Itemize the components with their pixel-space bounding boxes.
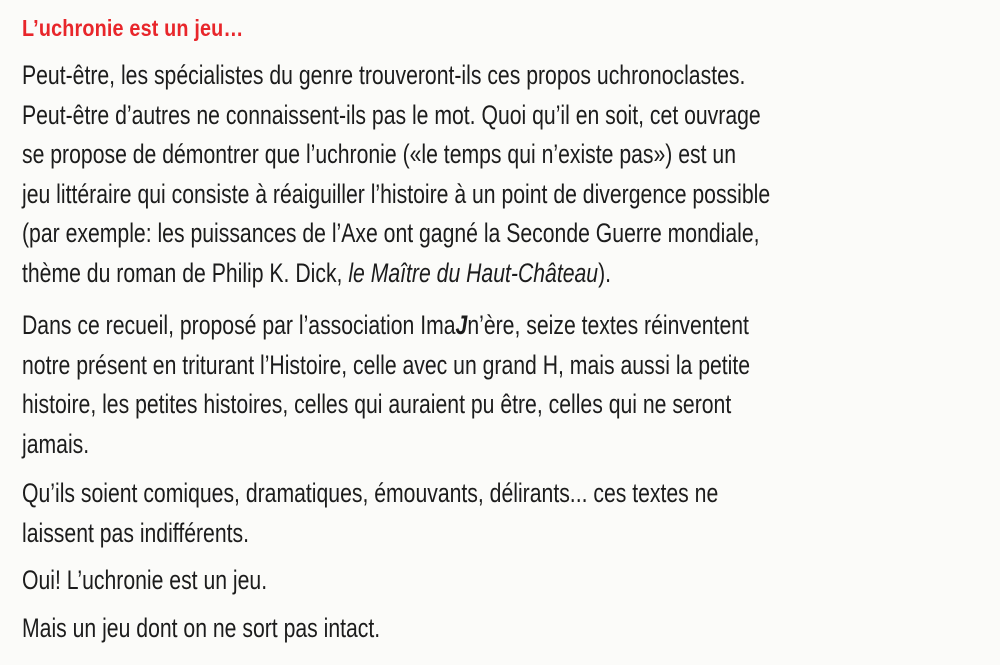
text-segment: Dans ce recueil, proposé par l’association Ima (22, 310, 456, 340)
text-line (22, 254, 770, 294)
heading: L’uchronie est un jeu… (22, 15, 244, 41)
text-segment: n’ère, seize textes réinventent (467, 310, 749, 340)
paragraph-affirmation (22, 561, 267, 601)
text-line: Mais un jeu dont on ne sort pas intact. (22, 613, 381, 643)
text-line (22, 306, 750, 346)
text-line: Qu’ils soient comiques, dramatiques, émouvants, délirants... ces textes ne (22, 478, 719, 508)
text-line: laissent pas indifférents. (22, 517, 249, 548)
text-segment: thème du roman de Philip K. Dick, (22, 257, 349, 288)
text-line: notre présent en triturant l’Histoire, celle avec un grand H, mais aussi la petite (22, 349, 751, 380)
paragraph-intro (22, 56, 770, 293)
text-line: histoire, les petites histoires, celles qui auraient pu être, celles qui ne seront (22, 389, 732, 419)
paragraph-collection (22, 306, 750, 464)
text-line: jeu littéraire qui consiste à réaiguiller l’histoire à un point de divergence possible (22, 178, 771, 209)
association-brand-letter: J (455, 310, 468, 340)
text-line: Oui! L’uchronie est un jeu. (22, 565, 268, 595)
paragraph-tones (22, 474, 718, 553)
text-line: Peut-être, les spécialistes du genre trouveront-ils ces propos uchronoclastes. (22, 60, 746, 90)
book-title: le Maître du Haut-Château (348, 257, 599, 288)
text-line: se propose de démontrer que l’uchronie («le temps qui n’existe pas») est un (22, 139, 736, 169)
text-line: Peut-être d’autres ne connaissent-ils pas le mot. Quoi qu’il en soit, cet ouvrage (22, 99, 761, 130)
text-line: (par exemple: les puissances de l’Axe ont gagné la Seconde Guerre mondiale, (22, 218, 760, 248)
text-segment: ). (598, 257, 612, 288)
text-line: jamais. (22, 428, 90, 459)
paragraph-conclusion (22, 609, 380, 649)
